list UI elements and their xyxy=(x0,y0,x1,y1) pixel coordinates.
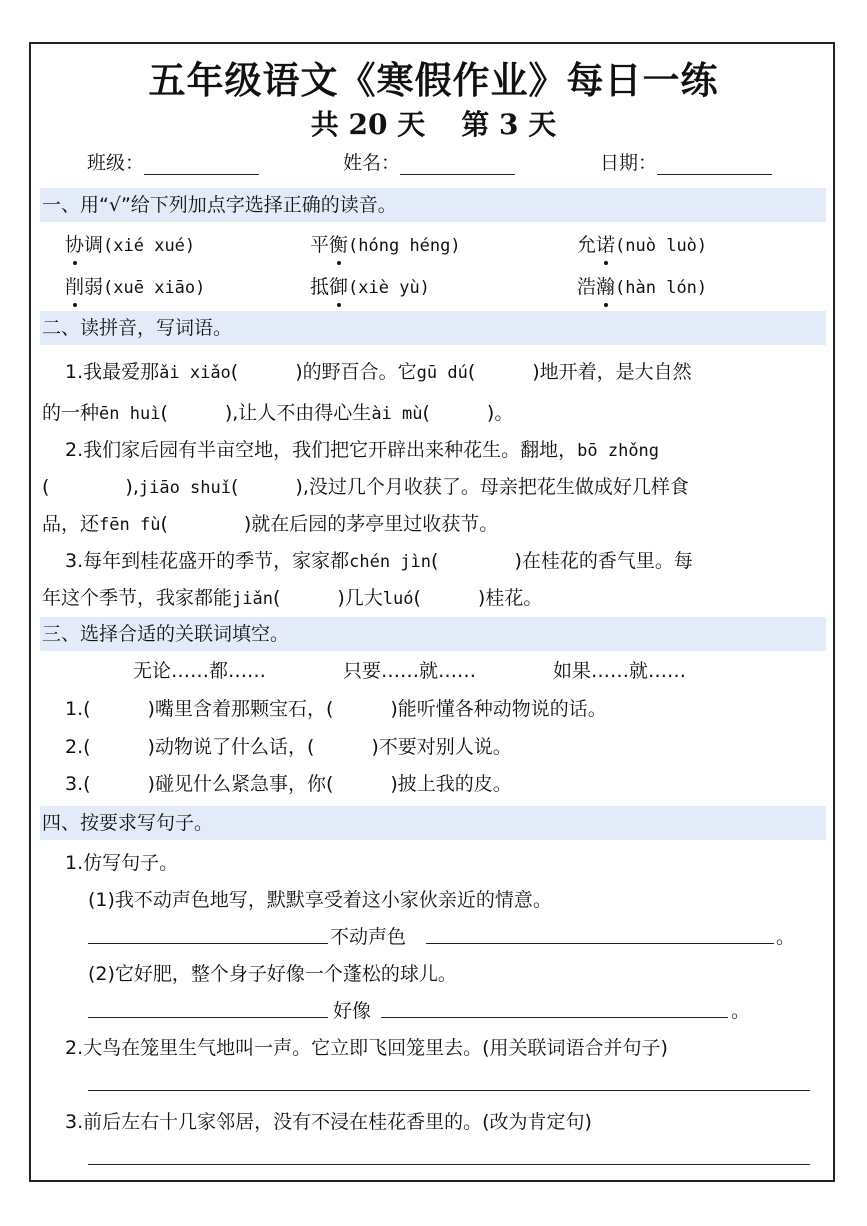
question-2-3-line-1: 3.每年到桂花盛开的季节，家家都chén jìn( )在桂花的香气里。每 xyxy=(65,550,693,572)
question-4-1-2: (2)它好肥，整个身子好像一个蓬松的球儿。 xyxy=(88,963,457,985)
answer-line[interactable] xyxy=(88,1090,810,1091)
date-blank[interactable] xyxy=(657,154,772,175)
conjunction-option: 无论……都…… xyxy=(133,660,267,682)
answer-blank[interactable] xyxy=(381,1017,728,1018)
page-subtitle xyxy=(0,103,867,143)
name-field[interactable]: 姓名： xyxy=(343,148,515,175)
pronunciation-item[interactable]: 削弱(xuē xiāo) xyxy=(65,272,205,299)
section-1-heading: 一、用“√”给下列加点字选择正确的读音。 xyxy=(40,188,826,222)
question-2-1-line-1: 1.我最爱那ǎi xiǎo( )的野百合。它gū dú( )地开着，是大自然 xyxy=(65,361,692,383)
conjunction-option: 如果……就…… xyxy=(553,660,687,682)
answer-blank[interactable] xyxy=(88,1017,328,1018)
pronunciation-item[interactable]: 抵御(xiè yù) xyxy=(310,272,430,299)
page-title: 五年级语文《寒假作业》每日一练 xyxy=(148,58,719,102)
sentence-end: 。 xyxy=(776,926,796,948)
question-3-3: 3.( )碰见什么紧急事，你( )披上我的皮。 xyxy=(65,773,512,795)
section-4-heading: 四、按要求写句子。 xyxy=(40,806,826,840)
pronunciation-item[interactable]: 允诺(nuò luò) xyxy=(577,230,707,257)
answer-blank[interactable] xyxy=(88,943,328,944)
pronunciation-item[interactable]: 平衡(hóng héng) xyxy=(310,230,461,257)
question-2-2-line-1: 2.我们家后园有半亩空地，我们把它开辟出来种花生。翻地，bō zhǒng xyxy=(65,439,660,461)
question-3-1: 1.( )嘴里含着那颗宝石，( )能听懂各种动物说的话。 xyxy=(65,698,607,720)
section-3-heading: 三、选择合适的关联词填空。 xyxy=(40,617,826,651)
class-field[interactable]: 班级： xyxy=(87,148,259,175)
question-2-2-line-3: 品，还fēn fù( )就在后园的茅亭里过收获节。 xyxy=(42,513,499,535)
sentence-end: 。 xyxy=(731,1000,751,1022)
question-4-3: 3.前后左右十几家邻居，没有不浸在桂花香里的。(改为肯定句) xyxy=(65,1111,592,1133)
question-4-2: 2.大鸟在笼里生气地叫一声。它立即飞回笼里去。(用关联词语合并句子) xyxy=(65,1037,668,1059)
pronunciation-item[interactable]: 协调(xié xué) xyxy=(65,230,195,257)
question-4-1-1: (1)我不动声色地写，默默享受着这小家伙亲近的情意。 xyxy=(88,889,552,911)
total-days: 共 20 天 xyxy=(310,108,426,141)
date-field[interactable]: 日期： xyxy=(600,148,772,175)
class-blank[interactable] xyxy=(144,154,259,175)
imitation-keyword: 不动声色 xyxy=(330,926,407,948)
imitation-keyword: 好像 xyxy=(333,1000,372,1022)
question-2-2-line-2: ( ),jiāo shuǐ( ),没过几个月收获了。母亲把花生做成好几样食 xyxy=(42,476,689,498)
pronunciation-item[interactable]: 浩瀚(hàn lón) xyxy=(577,272,707,299)
question-2-3-line-2: 年这个季节，我家都能jiǎn( )几大luó( )桂花。 xyxy=(42,587,543,609)
question-3-2: 2.( )动物说了什么话，( )不要对别人说。 xyxy=(65,736,512,758)
question-4-1: 1.仿写句子。 xyxy=(65,852,179,874)
section-2-heading: 二、读拼音，写词语。 xyxy=(40,311,826,345)
answer-line[interactable] xyxy=(88,1164,810,1165)
conjunction-option: 只要……就…… xyxy=(343,660,477,682)
question-2-1-line-2: 的一种ēn huì( ),让人不由得心生ài mù( )。 xyxy=(42,402,514,424)
answer-blank[interactable] xyxy=(426,943,774,944)
day-number: 第 3 天 xyxy=(461,108,557,141)
name-blank[interactable] xyxy=(400,154,515,175)
